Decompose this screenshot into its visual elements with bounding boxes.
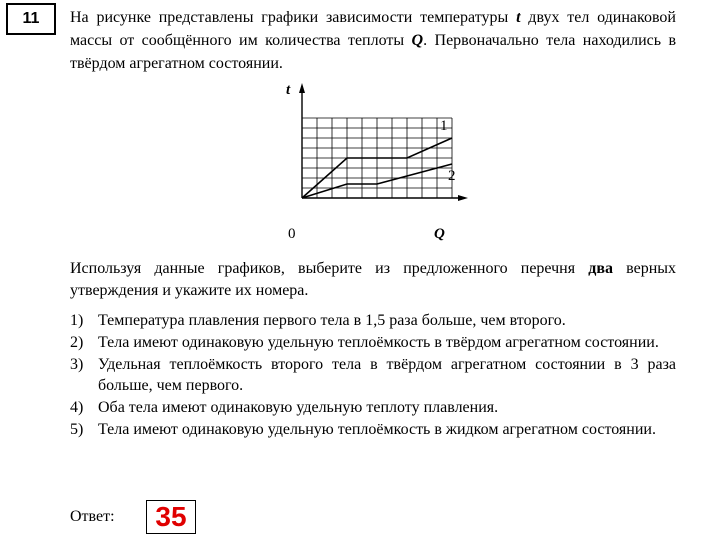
option-2	[70, 332, 676, 353]
question-part-2: двух тел одинаковой массы от сообщённого им количества теплоты	[70, 9, 676, 49]
answer-label: Ответ:	[70, 508, 115, 525]
var-Q: Q	[411, 32, 424, 49]
option-5	[70, 419, 676, 440]
origin-label: 0	[288, 226, 296, 242]
option-number: 5)	[70, 421, 84, 438]
option-number: 1)	[70, 312, 84, 329]
option-text: Удельная теплоёмкость второго тела в твёрдом агрегатном состоянии в 3 раза больше, чем первого.	[98, 356, 676, 394]
y-axis-label: t	[286, 82, 291, 98]
var-t: t	[516, 9, 521, 26]
question-part-1: На рисунке представлены графики зависимости температуры	[70, 9, 517, 26]
option-4	[70, 397, 676, 418]
answer-value: 35	[155, 501, 187, 532]
series-2-label: 2	[448, 168, 456, 184]
question-part-3: . Первоначально тела находились в твёрдом агрегатном состоянии.	[70, 32, 677, 72]
question-text	[70, 6, 676, 75]
option-text: Тела имеют одинаковую удельную теплоёмкость в жидком агрегатном состоянии.	[98, 421, 656, 438]
temperature-graph	[270, 78, 470, 253]
instruction	[70, 258, 676, 302]
option-number: 4)	[70, 399, 84, 416]
instruction-part-1: Используя данные графиков, выберите из предложенного перечня	[70, 260, 589, 277]
option-text: Оба тела имеют одинаковую удельную теплоту плавления.	[98, 399, 499, 416]
answer-box[interactable]	[146, 500, 196, 534]
option-text: Тела имеют одинаковую удельную теплоёмкость в твёрдом агрегатном состоянии.	[98, 334, 659, 351]
option-number: 3)	[70, 356, 84, 373]
option-3	[70, 354, 676, 396]
series-1-label: 1	[440, 118, 448, 134]
option-1	[70, 310, 676, 331]
task-number: 11	[6, 3, 56, 35]
option-text: Температура плавления первого тела в 1,5 раза больше, чем второго.	[98, 312, 566, 329]
y-axis-arrow	[299, 83, 305, 93]
instruction-part-2: верных утверждения и укажите их номера.	[70, 260, 677, 299]
option-number: 2)	[70, 334, 84, 351]
x-axis-label: Q	[434, 226, 445, 242]
x-axis-arrow	[458, 195, 468, 201]
options-list	[70, 310, 676, 441]
instruction-bold: два	[588, 260, 613, 277]
